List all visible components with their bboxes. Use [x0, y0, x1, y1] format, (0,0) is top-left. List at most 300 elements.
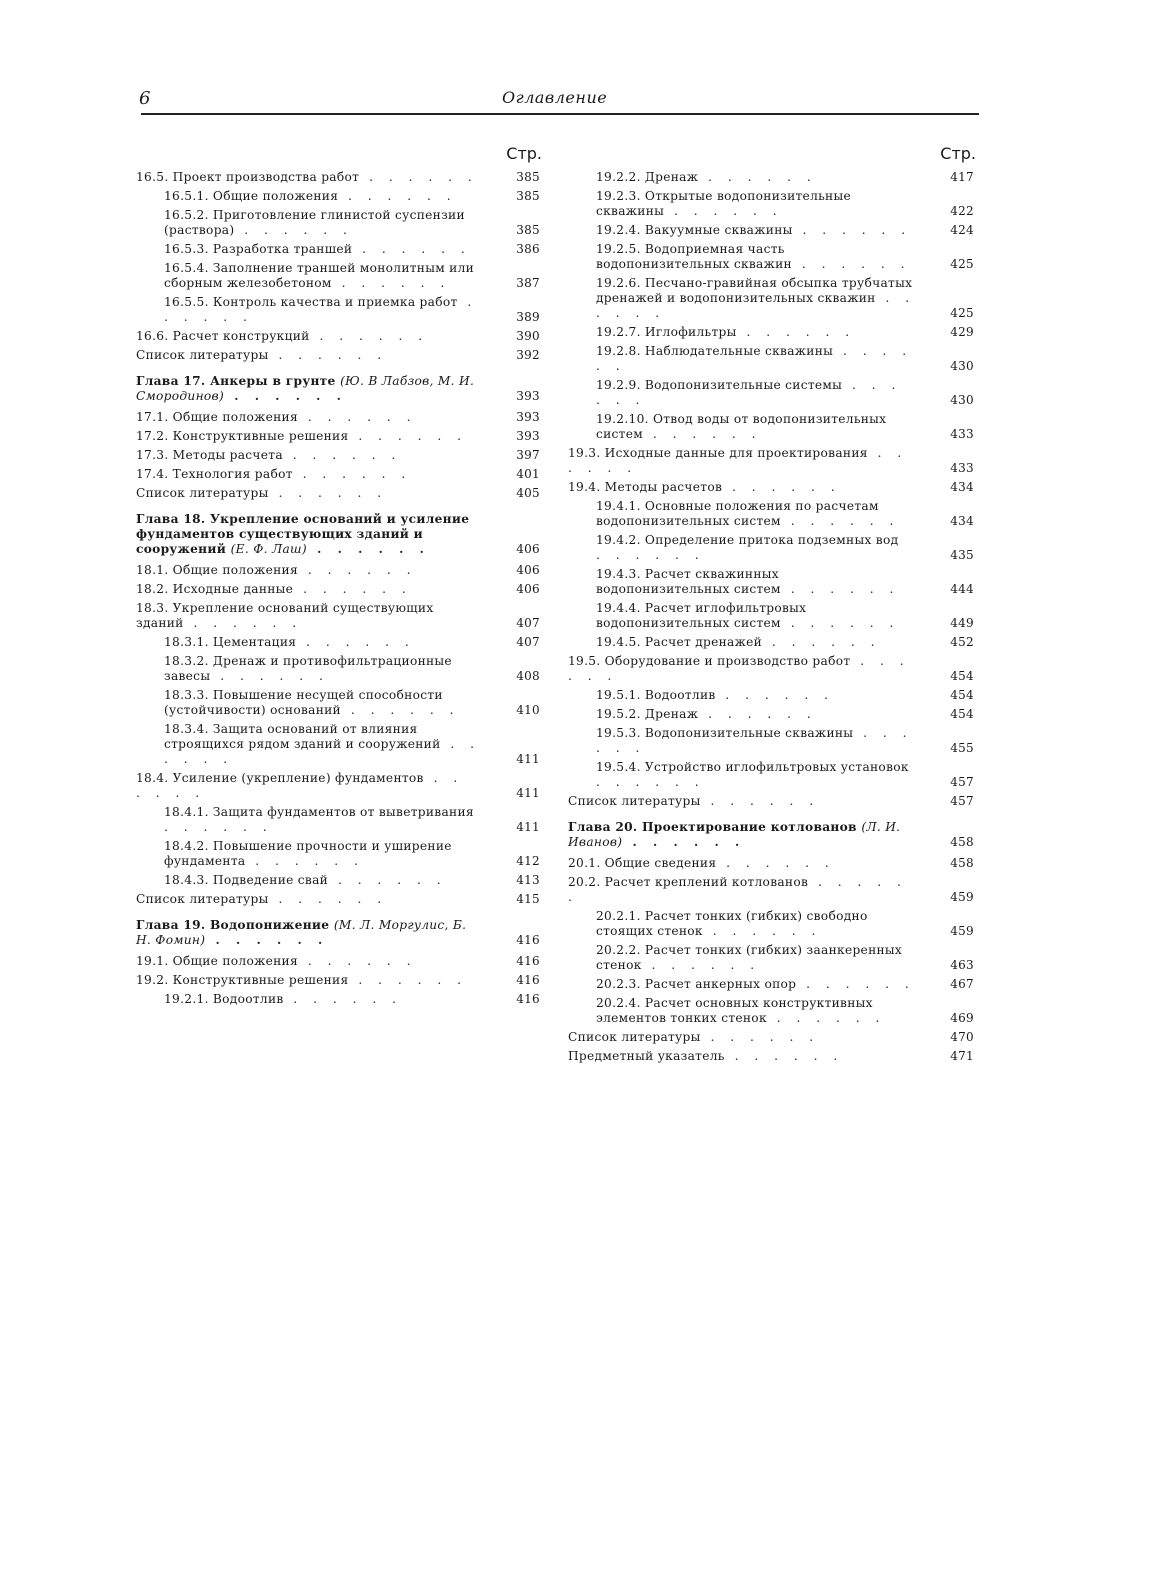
toc-entry-text: 17.2. Конструктивные решения [136, 429, 349, 443]
dot-leader: . . . . . . [224, 389, 347, 403]
toc-entry [568, 635, 978, 650]
toc-page-number: 471 [950, 1049, 974, 1063]
toc-entry-text: 16.5.4. Заполнение траншей монолитным или сборным железобетоном [164, 261, 475, 290]
toc-entry-title [596, 412, 916, 442]
toc-entry-text: 19.4.1. Основные положения по расчетам водопонизительных систем [596, 499, 879, 528]
toc-page-number: 387 [516, 276, 540, 290]
toc-page-number: 454 [950, 707, 974, 721]
dot-leader: . . . . . . [702, 924, 822, 938]
dot-leader: . . . . . . [780, 616, 900, 630]
toc-entry [568, 996, 978, 1026]
toc-entry [568, 533, 978, 563]
toc-entry [568, 242, 978, 272]
toc-entry-text: 19.2.2. Дренаж [596, 170, 699, 184]
dot-leader: . . . . . . [164, 820, 273, 834]
toc-entry-text: 19.4.5. Расчет дренажей [596, 635, 763, 649]
running-header-title: Оглавление [502, 88, 608, 107]
toc-entry [136, 170, 544, 185]
toc-entry-title [164, 295, 482, 325]
dot-leader: . . . . . . [283, 992, 403, 1006]
toc-entry-text: Список литературы [568, 794, 701, 808]
toc-page-number: 392 [516, 348, 540, 362]
dot-leader: . . . . . . [722, 480, 841, 494]
toc-page-number: 385 [516, 170, 540, 184]
toc-entry-title [136, 918, 482, 948]
toc-page-number: 457 [950, 775, 974, 789]
toc-entry-text: Глава 19. Водопонижение [136, 918, 330, 932]
toc-entry-text: 19.2. Конструктивные решения [136, 973, 349, 987]
toc-entry [136, 448, 544, 463]
toc-entry-text: 16.5.5. Контроль качества и приемка работ [164, 295, 458, 309]
dot-leader: . . . . . . [796, 977, 915, 991]
toc-entry-title [136, 954, 482, 969]
toc-entry [136, 635, 544, 650]
dot-leader: . . . . . . [780, 582, 900, 596]
dot-leader: . . . . . . [297, 563, 417, 577]
toc-page-number: 417 [950, 170, 974, 184]
toc-entry-text: 19.2.6. Песчано-гравийная обсыпка трубчатых дренажей и водопонизительных скважин [596, 276, 913, 305]
toc-entry [568, 875, 978, 905]
toc-chapter-entry [136, 918, 544, 948]
toc-entry-title [164, 654, 482, 684]
dot-leader: . . . . . . [338, 189, 457, 203]
toc-page-number: 449 [950, 616, 974, 630]
toc-entry-title [596, 726, 916, 756]
toc-entry-text: 18.3.1. Цементация [164, 635, 297, 649]
toc-entry-title [596, 170, 916, 185]
toc-entry-title [596, 760, 916, 790]
dot-leader: . . . . . . [700, 1030, 820, 1044]
toc-entry [136, 688, 544, 718]
toc-entry [568, 446, 978, 476]
toc-entry-title [596, 943, 916, 973]
toc-page-number: 430 [950, 359, 974, 373]
toc-page-number: 407 [516, 616, 540, 630]
toc-entry-text: 19.5.2. Дренаж [596, 707, 699, 721]
toc-entry [568, 567, 978, 597]
dot-leader: . . . . . . [297, 410, 417, 424]
toc-entry [568, 223, 978, 238]
toc-entry-title [136, 448, 482, 463]
toc-entry-title [596, 499, 916, 529]
toc-entry-text: 18.2. Исходные данные [136, 582, 294, 596]
dot-leader: . . . . . . [352, 242, 471, 256]
toc-entry-title [136, 601, 482, 631]
toc-entry-title [596, 533, 916, 563]
dot-leader: . . . . . . [205, 933, 329, 947]
toc-entry [136, 329, 544, 344]
toc-entry-title [136, 170, 482, 185]
toc-entry [568, 378, 978, 408]
toc-entry-title [568, 480, 916, 495]
toc-entry [568, 412, 978, 442]
dot-leader: . . . . . . [164, 295, 478, 324]
toc-entry-text: 20.2.1. Расчет тонких (гибких) свободно стоящих стенок [596, 909, 868, 938]
toc-entry-title [568, 794, 916, 809]
toc-entry-text: 16.5. Проект производства работ [136, 170, 360, 184]
toc-entry [568, 707, 978, 722]
toc-entry-title [164, 261, 482, 291]
toc-entry-title [136, 329, 482, 344]
toc-entry-text: 19.4.2. Определение притока подземных вод [596, 533, 899, 547]
toc-page-number: 452 [950, 635, 974, 649]
toc-left-column [136, 140, 544, 1011]
toc-entry-title [164, 839, 482, 869]
toc-entry [568, 189, 978, 219]
toc-entry [568, 977, 978, 992]
toc-entry [568, 276, 978, 321]
dot-leader: . . . . . . [596, 548, 705, 562]
toc-entry-text: 19.3. Исходные данные для проектирования [568, 446, 868, 460]
toc-page-number: 444 [950, 582, 974, 596]
toc-page-number: 467 [950, 977, 974, 991]
toc-entry-title [164, 189, 482, 204]
dot-leader: . . . . . . [296, 635, 415, 649]
toc-page-number: 389 [516, 310, 540, 324]
toc-entry-text: 19.4.4. Расчет иглофильтровых водопонизительных систем [596, 601, 807, 630]
toc-entry-text: 18.4.1. Защита фундаментов от выветривания [164, 805, 474, 819]
toc-entry-text: Список литературы [136, 348, 269, 362]
dot-leader: . . . . . . [596, 378, 902, 407]
toc-page-number: 412 [516, 854, 540, 868]
toc-page-number: 406 [516, 582, 540, 596]
toc-entry-text: Предметный указатель [568, 1049, 725, 1063]
toc-entry-text: 18.3.3. Повышение несущей способности (устойчивости) оснований [164, 688, 443, 717]
toc-entry-authors: (Ю. В Лабзов, М. И. Смородинов) [136, 374, 475, 403]
toc-page-number: 434 [950, 514, 974, 528]
toc-entry-text: 16.5.3. Разработка траншей [164, 242, 353, 256]
toc-entry-title [596, 688, 916, 703]
toc-entry-text: 19.2.4. Вакуумные скважины [596, 223, 793, 237]
toc-entry-text: Глава 20. Проектирование котлованов [568, 820, 857, 834]
toc-entry-title [568, 1049, 916, 1064]
toc-entry-title [596, 325, 916, 340]
dot-leader: . . . . . . [724, 1049, 844, 1063]
toc-page-number: 435 [950, 548, 974, 562]
dot-leader: . . . . . . [306, 542, 430, 556]
toc-entry-text: 18.1. Общие положения [136, 563, 298, 577]
toc-entry-text: Глава 18. Укрепление оснований и усиление фундаментов существующих зданий и сооружений [136, 512, 470, 556]
toc-page-number: 408 [516, 669, 540, 683]
toc-entry-text: 18.3.2. Дренаж и противофильтрационные завесы [164, 654, 452, 683]
toc-page-number: 401 [516, 467, 540, 481]
toc-entry [136, 722, 544, 767]
toc-entry [136, 261, 544, 291]
toc-entry-title [596, 996, 916, 1026]
toc-entry [568, 344, 978, 374]
toc-entry-title [136, 512, 482, 557]
dot-leader: . . . . . . [716, 856, 835, 870]
toc-entry-text: 19.5.3. Водопонизительные скважины [596, 726, 854, 740]
toc-entry-title [136, 374, 482, 404]
toc-entry-title [164, 688, 482, 718]
dot-leader: . . . . . . [234, 223, 353, 237]
toc-page-number: 454 [950, 688, 974, 702]
toc-page-number: 424 [950, 223, 974, 237]
toc-entry-text: 19.4.3. Расчет скважинных водопонизительных систем [596, 567, 781, 596]
toc-chapter-entry [136, 374, 544, 404]
toc-page-number: 458 [950, 856, 974, 870]
toc-page-number: 455 [950, 741, 974, 755]
dot-leader: . . . . . . [715, 688, 835, 702]
dot-leader: . . . . . . [297, 954, 417, 968]
toc-page-number: 457 [950, 794, 974, 808]
toc-right-column [568, 140, 978, 1068]
toc-entry-text: 20.1. Общие сведения [568, 856, 717, 870]
toc-page-number: 458 [950, 835, 974, 849]
toc-entry-text: 19.2.9. Водопонизительные системы [596, 378, 843, 392]
page-column-label: Стр. [506, 144, 542, 163]
toc-entry [568, 325, 978, 340]
toc-page-number: 406 [516, 563, 540, 577]
toc-entry-title [596, 344, 916, 374]
toc-page-number: 433 [950, 461, 974, 475]
toc-entry-text: 18.3.4. Защита оснований от влияния строящихся рядом зданий и сооружений [164, 722, 441, 751]
toc-page-number: 459 [950, 890, 974, 904]
dot-leader: . . . . . . [268, 348, 388, 362]
toc-entry-title [136, 348, 482, 363]
toc-entry-title [164, 635, 482, 650]
toc-entry [136, 563, 544, 578]
toc-entry-title [136, 771, 482, 801]
toc-page-number: 422 [950, 204, 974, 218]
toc-page-number: 411 [516, 752, 540, 766]
toc-page-number: 459 [950, 924, 974, 938]
toc-entry [136, 208, 544, 238]
toc-entry-text: Глава 17. Анкеры в грунте [136, 374, 336, 388]
toc-entry-title [136, 892, 482, 907]
toc-entry-text: 19.2.10. Отвод воды от водопонизительных систем [596, 412, 887, 441]
dot-leader: . . . . . . [268, 892, 388, 906]
toc-entry [136, 242, 544, 257]
dot-leader: . . . . . . [780, 514, 900, 528]
dot-leader: . . . . . . [183, 616, 303, 630]
page-column-label: Стр. [940, 144, 976, 163]
toc-entry-title [136, 429, 482, 444]
dot-leader: . . . . . . [268, 486, 388, 500]
toc-entry-title [164, 992, 482, 1007]
dot-leader: . . . . . . [698, 707, 817, 721]
toc-entry-text: Список литературы [568, 1030, 701, 1044]
toc-page-number: 425 [950, 257, 974, 271]
dot-leader: . . . . . . [568, 446, 908, 475]
dot-leader: . . . . . . [736, 325, 856, 339]
toc-page-number: 469 [950, 1011, 974, 1025]
dot-leader: . . . . . . [359, 170, 478, 184]
toc-entry [568, 480, 978, 495]
page-number: 6 [139, 88, 151, 109]
toc-entry-text: 16.6. Расчет конструкций [136, 329, 310, 343]
toc-entry-title [164, 242, 482, 257]
toc-entry [568, 726, 978, 756]
toc-entry-title [596, 909, 916, 939]
toc-entry-title [568, 446, 916, 476]
dot-leader: . . . . . . [328, 873, 447, 887]
toc-entry [136, 954, 544, 969]
toc-entry-text: 18.4. Усиление (укрепление) фундаментов [136, 771, 424, 785]
toc-entry [568, 499, 978, 529]
toc-entry-title [568, 654, 916, 684]
toc-chapter-entry [136, 512, 544, 557]
toc-entry [568, 909, 978, 939]
toc-entry-text: 18.4.3. Подведение свай [164, 873, 329, 887]
toc-page-number: 454 [950, 669, 974, 683]
dot-leader: . . . . . . [136, 771, 464, 800]
toc-entry-text: 19.2.3. Открытые водопонизительные скважины [596, 189, 851, 218]
toc-page-number: 470 [950, 1030, 974, 1044]
dot-leader: . . . . . . [792, 223, 912, 237]
dot-leader: . . . . . . [309, 329, 429, 343]
dot-leader: . . . . . . [762, 635, 881, 649]
toc-entry [136, 410, 544, 425]
toc-entry-authors: (Л. И. Иванов) [568, 820, 901, 849]
toc-entry [136, 992, 544, 1007]
header-rule [141, 113, 979, 115]
toc-entry-title [596, 567, 916, 597]
dot-leader: . . . . . . [596, 726, 913, 755]
toc-entry-title [596, 378, 916, 408]
toc-entry-text: 16.5.1. Общие положения [164, 189, 339, 203]
toc-entry [136, 805, 544, 835]
toc-page-number: 433 [950, 427, 974, 441]
toc-entry-authors: (Е. Ф. Лаш) [230, 542, 307, 556]
toc-page-number: 413 [516, 873, 540, 887]
dot-leader: . . . . . . [700, 794, 820, 808]
dot-leader: . . . . . . [622, 835, 746, 849]
dot-leader: . . . . . . [568, 654, 910, 683]
toc-page-number: 385 [516, 223, 540, 237]
dot-leader: . . . . . . [664, 204, 783, 218]
dot-leader: . . . . . . [348, 973, 467, 987]
toc-entry [568, 601, 978, 631]
toc-entry-text: 19.1. Общие положения [136, 954, 298, 968]
toc-entry-text: 17.1. Общие положения [136, 410, 298, 424]
toc-entry-title [568, 820, 916, 850]
dot-leader: . . . . . . [282, 448, 402, 462]
dot-leader: . . . . . . [340, 703, 460, 717]
toc-entry-title [596, 223, 916, 238]
toc-entry-title [136, 973, 482, 988]
toc-entry-text: 19.2.5. Водоприемная часть водопонизительных скважин [596, 242, 792, 271]
dot-leader: . . . . . . [791, 257, 911, 271]
toc-entry-text: 19.4. Методы расчетов [568, 480, 723, 494]
toc-entry [136, 295, 544, 325]
toc-entry [136, 839, 544, 869]
toc-entry-title [568, 856, 916, 871]
toc-page-number: 416 [516, 954, 540, 968]
toc-page-number: 416 [516, 973, 540, 987]
toc-entry-text: 19.5. Оборудование и производство работ [568, 654, 851, 668]
toc-left-entries [136, 170, 544, 1007]
toc-page-number: 415 [516, 892, 540, 906]
toc-entry [136, 771, 544, 801]
toc-entry-text: 18.4.2. Повышение прочности и уширение фундамента [164, 839, 452, 868]
dot-leader: . . . . . . [766, 1011, 886, 1025]
toc-page-number: 393 [516, 410, 540, 424]
toc-page-number: 434 [950, 480, 974, 494]
toc-entry-title [136, 467, 482, 482]
toc-entry-text: Список литературы [136, 486, 269, 500]
dot-leader: . . . . . . [292, 467, 412, 481]
dot-leader: . . . . . . [641, 958, 761, 972]
toc-entry-title [136, 486, 482, 501]
toc-entry [568, 1030, 978, 1045]
toc-page-number: 429 [950, 325, 974, 339]
toc-entry-authors: (М. Л. Моргулис, Б. Н. Фомин) [136, 918, 467, 947]
toc-entry [136, 467, 544, 482]
toc-page-number: 390 [516, 329, 540, 343]
dot-leader: . . . . . . [348, 429, 467, 443]
toc-entry [136, 892, 544, 907]
toc-entry-text: 18.3. Укрепление оснований существующих зданий [136, 601, 434, 630]
toc-page-number: 385 [516, 189, 540, 203]
toc-entry-title [164, 722, 482, 767]
toc-entry [136, 189, 544, 204]
dot-leader: . . . . . . [245, 854, 364, 868]
toc-entry [136, 601, 544, 631]
toc-entry-text: 20.2.3. Расчет анкерных опор [596, 977, 797, 991]
toc-entry-title [596, 601, 916, 631]
toc-page-number: 411 [516, 820, 540, 834]
dot-leader: . . . . . . [596, 775, 705, 789]
dot-leader: . . . . . . [568, 875, 907, 904]
toc-entry-text: 20.2.2. Расчет тонких (гибких) заанкеренных стенок [596, 943, 903, 972]
toc-entry-text: 16.5.2. Приготовление глинистой суспензии (раствора) [164, 208, 465, 237]
toc-entry-title [164, 805, 482, 835]
toc-entry-title [136, 563, 482, 578]
toc-entry [568, 1049, 978, 1064]
toc-entry-title [596, 276, 916, 321]
toc-entry [136, 486, 544, 501]
toc-entry [568, 794, 978, 809]
toc-entry-text: 19.2.8. Наблюдательные скважины [596, 344, 834, 358]
toc-page-number: 416 [516, 992, 540, 1006]
toc-entry-text: 17.3. Методы расчета [136, 448, 283, 462]
toc-entry [136, 348, 544, 363]
toc-page-number: 393 [516, 389, 540, 403]
toc-page-number: 416 [516, 933, 540, 947]
toc-entry-text: 20.2. Расчет креплений котлованов [568, 875, 809, 889]
toc-entry [136, 654, 544, 684]
toc-page-number: 405 [516, 486, 540, 500]
toc-page-number: 407 [516, 635, 540, 649]
dot-leader: . . . . . . [164, 737, 481, 766]
toc-entry-title [136, 582, 482, 597]
toc-entry [568, 760, 978, 790]
dot-leader: . . . . . . [596, 344, 913, 373]
toc-entry-title [596, 635, 916, 650]
toc-entry [136, 873, 544, 888]
toc-entry-text: 19.2.7. Иглофильтры [596, 325, 737, 339]
toc-page-number: 425 [950, 306, 974, 320]
dot-leader: . . . . . . [643, 427, 762, 441]
toc-entry [136, 429, 544, 444]
toc-page-number: 410 [516, 703, 540, 717]
toc-entry-title [164, 873, 482, 888]
toc-right-entries [568, 170, 978, 1064]
toc-entry-title [596, 977, 916, 992]
toc-entry-title [136, 410, 482, 425]
dot-leader: . . . . . . [293, 582, 412, 596]
toc-entry [568, 943, 978, 973]
toc-entry-title [164, 208, 482, 238]
toc-page-number: 393 [516, 429, 540, 443]
toc-chapter-entry [568, 820, 978, 850]
toc-page-number: 386 [516, 242, 540, 256]
toc-entry-text: 19.2.1. Водоотлив [164, 992, 284, 1006]
toc-entry-text: 17.4. Технология работ [136, 467, 293, 481]
dot-leader: . . . . . . [596, 291, 916, 320]
